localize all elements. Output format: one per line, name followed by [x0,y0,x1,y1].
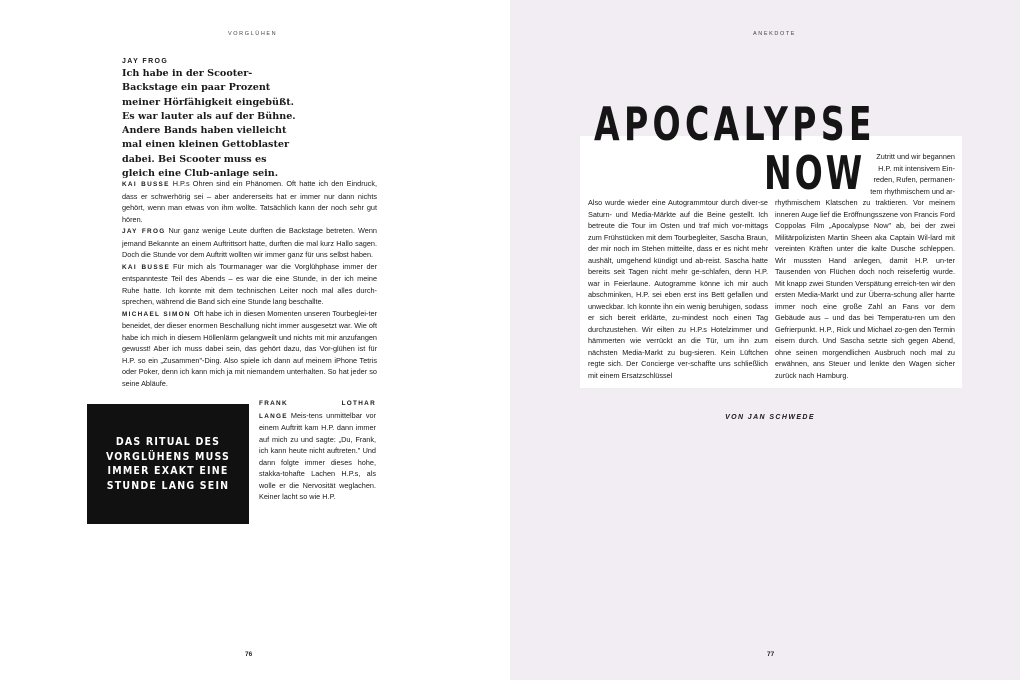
dialog-speaker: MICHAEL SIMON [122,310,191,318]
running-head-right: ANEKDOTE [753,31,797,37]
pull-quote-text: DAS RITUAL DES VORGLÜHENS MUSS IMMER EXAKT EINE STUNDE LANG SEIN [105,436,231,492]
side-quote [259,397,376,503]
dialog-paragraph [122,261,377,308]
page-number-right: 77 [767,651,775,658]
interview-dialog [122,178,377,389]
running-head-left: VORGLÜHEN [228,31,278,37]
dialog-speaker: JAY FROG [122,228,166,235]
side-speaker: FRANK LOTHAR LANGE [259,400,376,420]
headline-line-2: NOW [764,146,866,200]
dialog-paragraph [122,225,377,261]
dialog-text: H.P.s Ohren sind ein Phänomen. Oft hatte ich den Eindruck, dass er schwerhörig sei – aber andererseits hat er immer nur dann nichts gehört, wenn man etwas von ihm wollte. Tatsächlich kann der noch sehr gut hören. [122,179,378,224]
article-column-2 [775,197,955,381]
wrap-paragraph: Zutritt und wir begannen H.P. mit intensivem Ein-reden, Rufen, permanen-tem rhythmischem und ar- [870,152,955,196]
side-paragraph [259,397,376,503]
dialog-text: Nur ganz wenige Leute durften die Backstage betreten. Wenn jemand Bekannte an einem Auftrittsort hatte, durften die mal kurz Hallo sagen. Doch die Stunde vor dem Auftritt wollten wir immer ganz für uns selbst haben. [122,226,377,259]
article-wrap-text [862,151,955,197]
dialog-paragraph [122,178,377,225]
intro-quote: Ich habe in der Scooter-Backstage ein paar Prozent meiner Hörfähigkeit eingebüßt. Es war lauter als auf der Bühne. Andere Bands haben vielleicht mal einen kleinen Gettoblaster dabei. Bei Scooter muss es gleich eine Club-anlage sein. [122,68,296,180]
right-page [510,0,1020,680]
intro-block [122,58,297,181]
article-column-1 [588,197,768,381]
intro-speaker: JAY FROG [122,58,169,65]
dialog-text: Oft habe ich in diesen Momenten unseren Tourbeglei-ter beneidet, der dieser enormen Beschallung nicht immer ausgesetzt war. Wie oft habe ich mich in diesem Höllenlärm gelangweilt und nichts mit mir anzufangen gewusst! Aber ich muss dabei sein, das gehört dazu, das Vor-glühen ist für H.P. so ein „Zusammen"-Ding. Also spiele ich dann auf meinem iPhone Tetris oder Poker, denn ich kann mich ja mit niemandem unterhalten. So hat jeder so seine Abläufe. [122,308,377,388]
pull-quote-box [87,404,249,524]
dialog-speaker: KAI BUSSE [122,181,170,188]
page-number-left: 76 [245,651,253,658]
dialog-text: Für mich als Tourmanager war die Vorglühphase immer der entspannteste Teil des Abends – es war die eine Stunde, in der ich meine Ruhe hatte. Ich konnte mit dem technischen Leiter noch mal alles durch-sprechen, während die Band sich eine Stunde lang beschallte. [122,261,378,306]
dialog-speaker: KAI BUSSE [122,263,171,271]
column-2-text: rhythmischem Klatschen zu traktieren. Vor meinem inneren Auge lief die Eröffnungsszene von Francis Ford Coppolas Film „Apocalypse Now" ab, bei der zwei Militärpolizisten Martin Sheen aka Captain Wil-lard mit vereinten Kräften unter die kalte Dusche schleppen. Wir mussten Hand anlegen, damit H.P. un-ter Tausenden von Flüchen doch noch reisefertig wurde. Mit knapp zwei Stunden Verspätung erreich-ten wir den ersten Media-Markt und zur Überra-schung aller harrte immer noch eine große Zahl an Fans vor dem Gebäude aus – und das bei Temperatu-ren um den Gefrierpunkt. H.P., Rick und Michael zo-gen den Termin eisern durch. Und Sascha setzte sich gegen Abend, ohne seinen morgendlichen Ausbruch noch mal zu erwähnen, ans Steuer und lenkte den Wagen sicher zurück nach Hamburg. [775,198,955,380]
dialog-paragraph [122,308,377,390]
headline-line-1: APOCALYPSE [594,97,876,151]
column-1-text: Also wurde wieder eine Autogrammtour durch diver-se Saturn- und Media-Märkte auf die Beine gestellt. Ich betreute die Tour im Osten und traf mich vor-mittags zum Frühstücken mit dem Tourbegleiter, Sascha Braun, der mir noch im Stehen mitteilte, dass er es nicht mehr aushält, umgehend kündigt und ab-reist. Sascha hatte bereits seit Tagen nicht mehr ge-schlafen, denn H.P. war in Feierlaune. Autogramme könne ich mir auch abschminken, H.P. sei eben erst ins Bett gefallen und unweckbar. Ich konnte ihn ein wenig beruhigen, sodass er sich bereit erklärte, zu-mindest noch einen Tag durchzustehen. Wir eilten zu H.P.s Hotelzimmer und hämmerten wie verrückt an die Tür, um ihn zum nächsten Media-Markt zu bug-sieren. Kein Lüftchen regte sich. Der Concierge ver-schaffte uns schließlich mit einem Ersatzschlüssel [588,198,768,380]
byline: VON JAN SCHWEDE [725,414,815,421]
side-text: Meis-tens unmittelbar vor einem Auftritt kam H.P. dann immer auf mich zu und sagte: „Du, Frank, ich kann heute nicht auftreten." Und dann folgte immer dieses hohe, stakka-tohafte Lachen H.P.s, als wolle er die Nervosität weglachen. Keiner lacht so wie H.P. [259,410,376,501]
